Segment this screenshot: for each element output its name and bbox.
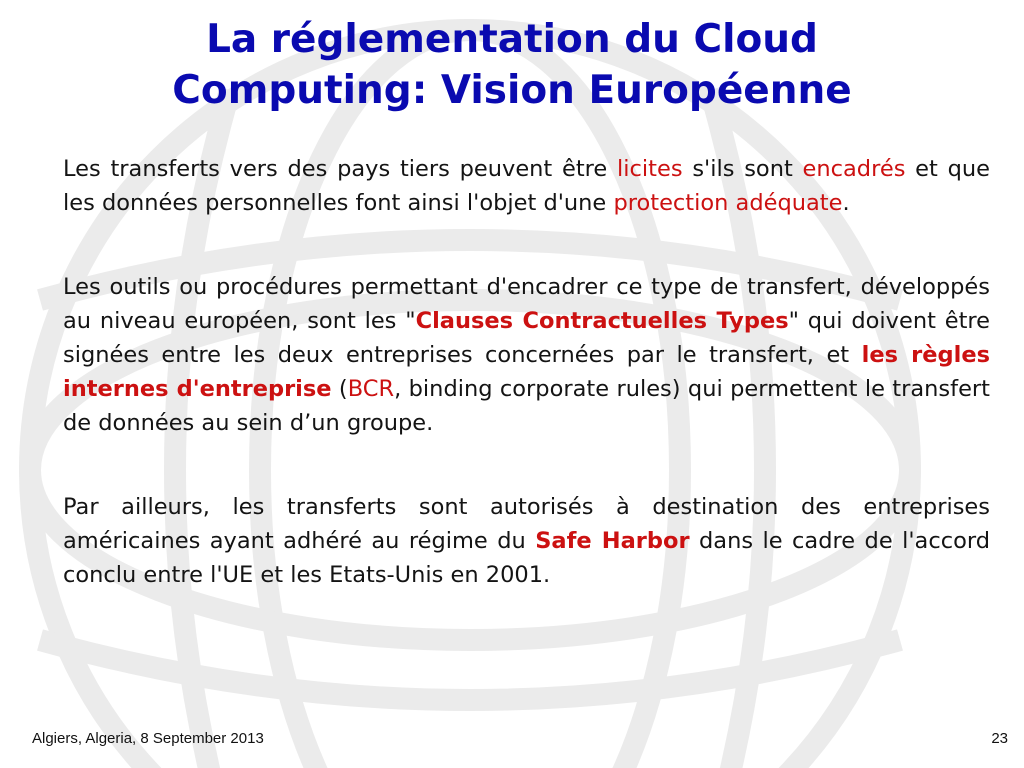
paragraph-safe-harbor: [63, 490, 990, 592]
slide-title: [40, 14, 984, 116]
paragraph-2-text-1: Les outils ou procédures permettant d'encadrer ce type de transfert, développés au niveau européen, sont les ": [63, 274, 990, 334]
paragraph-2-text-4: , binding corporate rules) qui permettent le transfert de données au sein d’un groupe.: [63, 376, 990, 436]
paragraph-third-country-transfers: [63, 152, 990, 220]
highlight-regles-internes: les règles internes d'entreprise: [63, 342, 990, 402]
paragraph-transfer-tools: [63, 270, 990, 440]
paragraph-1-text-2: s'ils sont: [682, 156, 803, 182]
highlight-safe-harbor: Safe Harbor: [535, 528, 690, 554]
footer-location-date: Algiers, Algeria, 8 September 2013: [32, 730, 264, 747]
highlight-bcr: BCR: [347, 376, 395, 402]
slide-body: [63, 152, 990, 642]
paragraph-1-text-4: .: [842, 190, 850, 216]
paragraph-2-text-2: " qui doivent être signées entre les deux entreprises concernées par le transfert, et: [63, 308, 990, 368]
highlight-protection-adequate: protection adéquate: [613, 190, 843, 216]
paragraph-3-text-2: dans le cadre de l'accord conclu entre l'UE et les Etats-Unis en 2001.: [63, 528, 990, 588]
highlight-clauses-contractuelles-types: Clauses Contractuelles Types: [415, 308, 789, 334]
paragraph-1-text-1: Les transferts vers des pays tiers peuvent être: [63, 156, 618, 182]
footer-page-number: 23: [991, 730, 1008, 747]
highlight-encadres: encadrés: [802, 156, 906, 182]
paragraph-3-text-1: Par ailleurs, les transferts sont autorisés à destination des entreprises américaines ayant adhéré au régime du: [63, 494, 990, 554]
slide-title-line-2: Computing: Vision Européenne: [172, 68, 852, 113]
paragraph-1-text-3: et que les données personnelles font ainsi l'objet d'une: [63, 156, 990, 216]
paragraph-2-text-3: (: [331, 376, 348, 402]
highlight-licites: licites: [617, 156, 683, 182]
slide-title-line-1: La réglementation du Cloud: [206, 17, 818, 62]
